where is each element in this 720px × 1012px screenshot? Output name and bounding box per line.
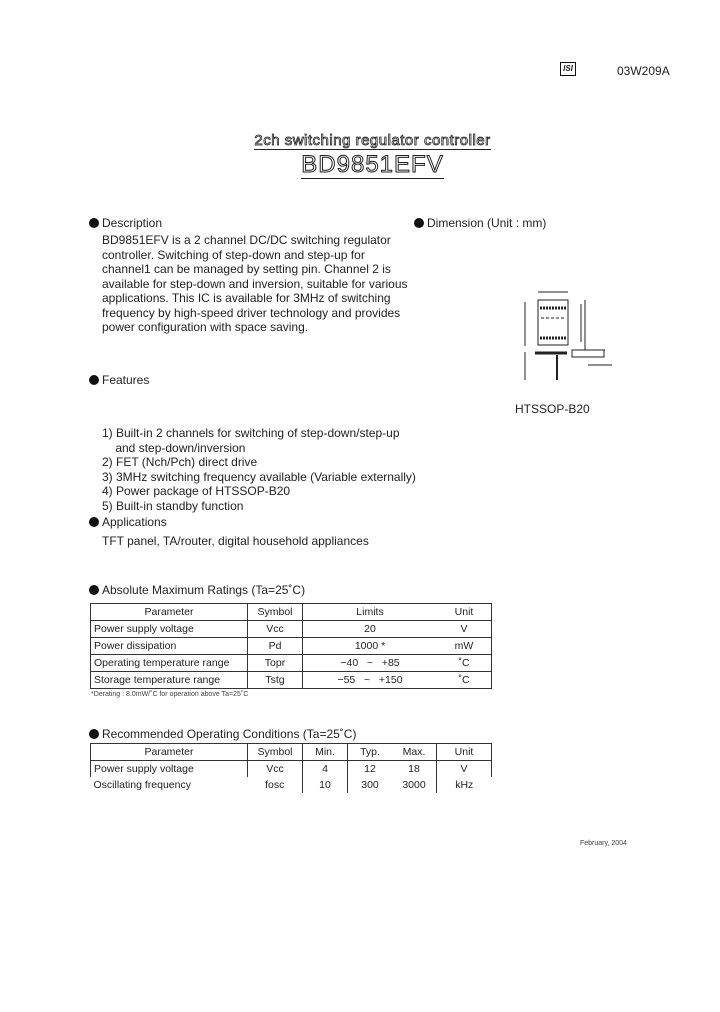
table-cell: Storage temperature range bbox=[91, 672, 248, 689]
applications-heading bbox=[89, 515, 167, 529]
table-row bbox=[91, 761, 492, 778]
text: Recommended Operating Conditions (Ta=25˚C) bbox=[102, 727, 357, 741]
table-cell: 10 bbox=[303, 777, 348, 793]
bullet-icon bbox=[89, 375, 99, 385]
table-cell: Symbol bbox=[248, 604, 303, 621]
text bbox=[572, 350, 604, 357]
text: Absolute Maximum Ratings (Ta=25˚C) bbox=[102, 583, 306, 597]
text: 2) FET (Nch/Pch) direct drive bbox=[102, 455, 258, 469]
table-cell: Topr bbox=[248, 655, 303, 672]
text: BD9851EFV is a 2 channel DC/DC switching regulator bbox=[102, 233, 391, 247]
table-cell: kHz bbox=[437, 777, 492, 793]
doc-code: 03W209A bbox=[617, 64, 670, 78]
table-row bbox=[91, 638, 492, 655]
part-number: BD9851EFV bbox=[301, 151, 444, 178]
rohm-logo: ISI bbox=[560, 62, 576, 76]
text: and step-down/inversion bbox=[102, 440, 246, 455]
table-cell: Parameter bbox=[91, 604, 248, 621]
text bbox=[91, 744, 492, 794]
table-cell: Operating temperature range bbox=[91, 655, 248, 672]
footer-date: February, 2004 bbox=[580, 840, 627, 847]
table-cell: −40 ~ +85 bbox=[303, 655, 438, 672]
text: Dimension (Unit : mm) bbox=[427, 216, 547, 230]
table-cell: Oscillating frequency bbox=[93, 779, 191, 791]
applications-text: TFT panel, TA/router, digital household appliances bbox=[102, 534, 369, 548]
package-name: HTSSOP-B20 bbox=[515, 402, 590, 416]
table-header-row bbox=[91, 744, 492, 761]
table-row bbox=[91, 672, 492, 689]
bullet-icon bbox=[89, 517, 99, 527]
table-cell: Max. bbox=[392, 744, 437, 761]
table-cell: 12 bbox=[348, 761, 393, 778]
rec-op-table bbox=[90, 743, 492, 793]
table-cell: 3000 bbox=[392, 777, 437, 793]
text: 1) Built-in 2 channels for switching of step-down/step-up bbox=[102, 426, 400, 440]
derating-note: *Derating : 8.0mW/˚C for operation above Ta=25˚C bbox=[91, 691, 249, 698]
table-cell: −55 ~ +150 bbox=[303, 672, 438, 689]
table-cell: Power dissipation bbox=[91, 638, 248, 655]
table-cell: 18 bbox=[392, 761, 437, 778]
text bbox=[0, 152, 720, 178]
table-cell: 4 bbox=[303, 761, 348, 778]
table-cell: Limits bbox=[303, 604, 438, 621]
package-dimension-drawing bbox=[495, 280, 620, 390]
table-cell: 1000 * bbox=[303, 638, 438, 655]
table-row bbox=[91, 655, 492, 672]
text: Description bbox=[102, 216, 163, 230]
text: power configuration with space saving. bbox=[102, 320, 309, 334]
table-cell: Tstg bbox=[248, 672, 303, 689]
bullet-icon bbox=[89, 585, 99, 595]
abs-max-table bbox=[90, 603, 492, 689]
table-cell: 20 bbox=[303, 621, 438, 638]
text: 5) Built-in standby function bbox=[102, 498, 244, 513]
text: Applications bbox=[102, 515, 167, 529]
rec-op-heading bbox=[89, 727, 356, 741]
description-body bbox=[102, 233, 408, 335]
text: channel1 can be managed by setting pin. Channel 2 is bbox=[102, 262, 391, 276]
table-cell: Unit bbox=[437, 604, 492, 621]
text: available for step-down and inversion, suitable for various bbox=[102, 276, 408, 291]
text: applications. This IC is available for 3MHz of switching bbox=[102, 291, 391, 305]
table-cell: V bbox=[437, 761, 492, 778]
table-cell: Typ. bbox=[348, 744, 393, 761]
table-cell: mW bbox=[437, 638, 492, 655]
text: Features bbox=[102, 373, 150, 387]
text bbox=[525, 292, 612, 380]
abs-max-heading bbox=[89, 583, 305, 597]
subtitle: 2ch switching regulator controller bbox=[254, 132, 491, 149]
bullet-icon bbox=[89, 218, 99, 228]
table-cell: ˚C bbox=[437, 655, 492, 672]
text: controller. Switching of step-down and step-up for bbox=[102, 247, 365, 262]
table-cell: Pd bbox=[248, 638, 303, 655]
text bbox=[91, 604, 492, 689]
text bbox=[0, 132, 720, 150]
table-row bbox=[91, 621, 492, 638]
text: 3) 3MHz switching frequency available (Variable externally) bbox=[102, 469, 416, 484]
dimension-heading bbox=[414, 216, 546, 230]
table-cell: fosc bbox=[248, 777, 303, 793]
table-cell: Symbol bbox=[248, 744, 303, 761]
table-cell: Power supply voltage bbox=[91, 761, 248, 778]
description-heading bbox=[89, 216, 162, 230]
table-header-row bbox=[91, 604, 492, 621]
text: 4) Power package of HTSSOP-B20 bbox=[102, 484, 291, 498]
table-row bbox=[91, 777, 492, 793]
text: frequency by high-speed driver technology and provides bbox=[102, 305, 401, 320]
table-cell: V bbox=[437, 621, 492, 638]
table-cell: Power supply voltage bbox=[91, 621, 248, 638]
table-cell: Vcc bbox=[248, 761, 303, 778]
table-cell: ˚C bbox=[437, 672, 492, 689]
table-cell: Parameter bbox=[91, 744, 248, 761]
bullet-icon bbox=[89, 729, 99, 739]
table-cell: 300 bbox=[348, 777, 393, 793]
table-cell: Min. bbox=[303, 744, 348, 761]
features-heading bbox=[89, 373, 149, 387]
bullet-icon bbox=[414, 218, 424, 228]
table-cell: Vcc bbox=[248, 621, 303, 638]
table-cell: Unit bbox=[437, 744, 492, 761]
